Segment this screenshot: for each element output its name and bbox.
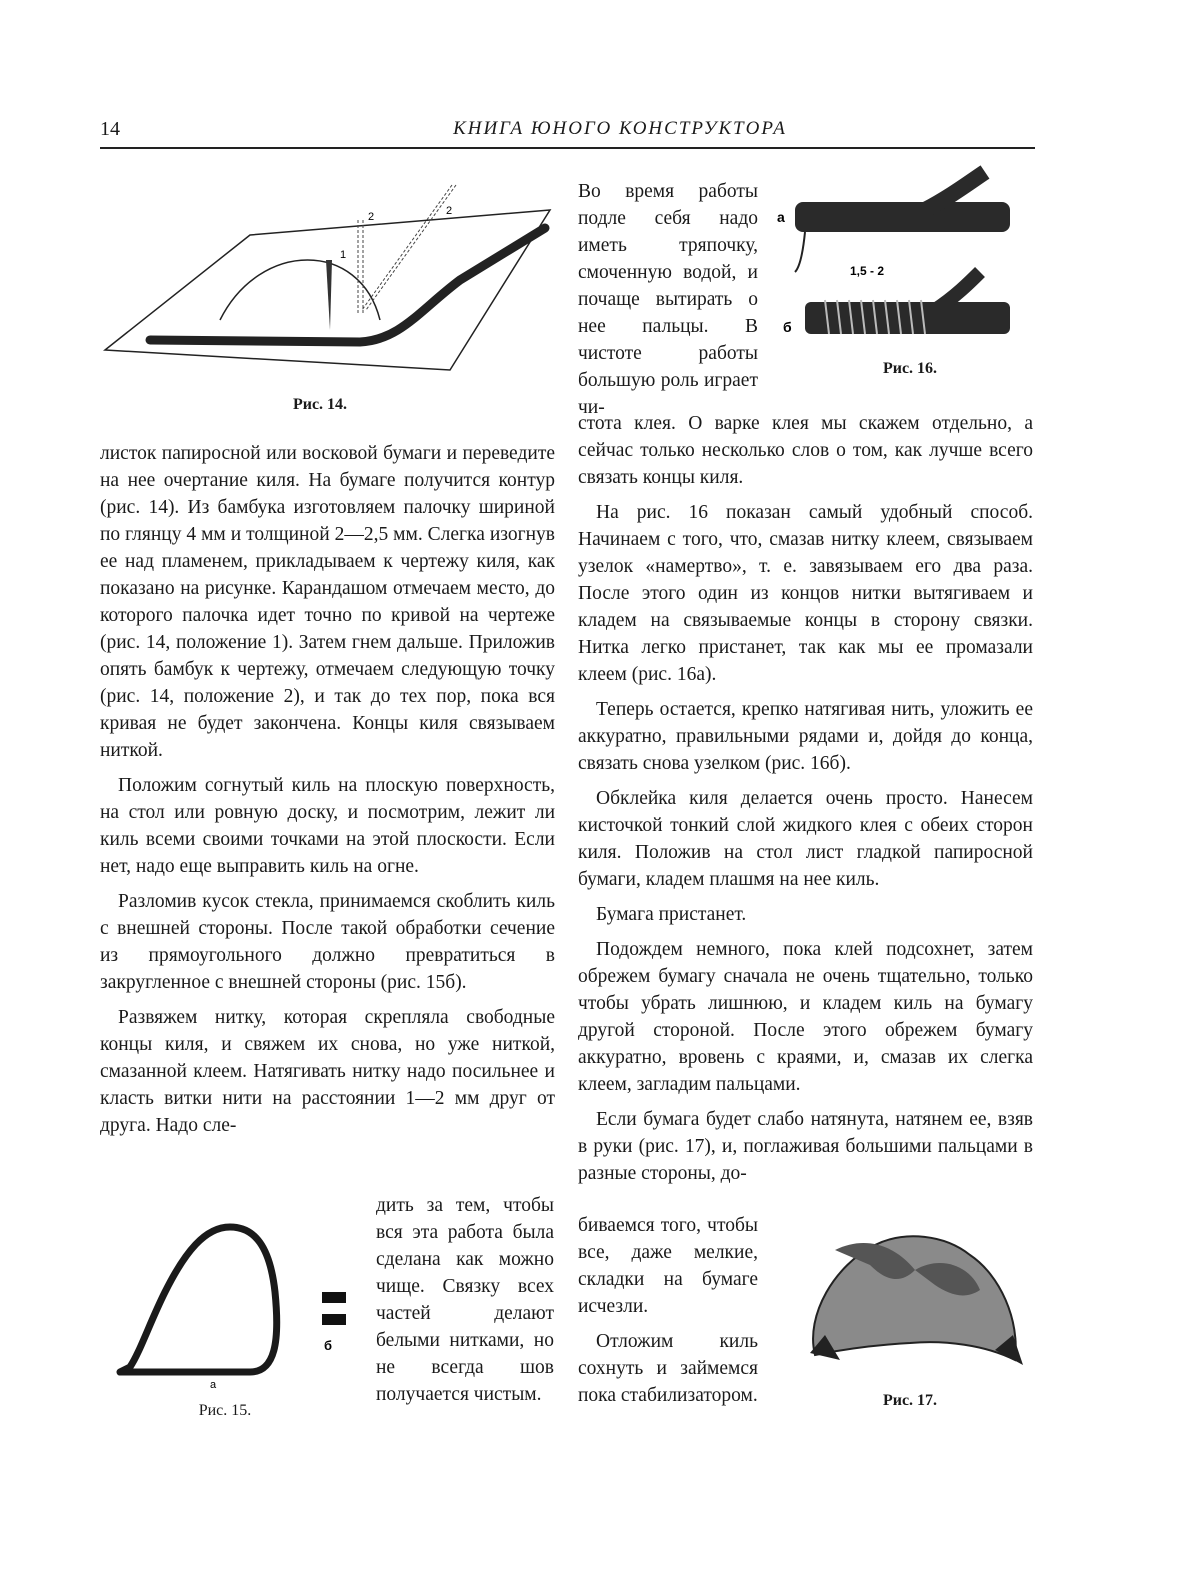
fig14-label-2b: 2 xyxy=(446,205,453,217)
paragraph: Бумага пристанет. xyxy=(596,904,747,925)
fig16-label-a: а xyxy=(777,209,785,225)
paragraph: Теперь остается, крепко натягивая нить, уложить ее аккуратно, правильными рядами и, дойдя до конца, связать снова узелком (рис. 16б). xyxy=(578,699,1033,774)
paragraph: дить за тем, чтобы вся эта работа была сделана как можно чище. Связку всех частей делают белыми нитками, но не всегда шов получается чистым. xyxy=(376,1195,554,1405)
paragraph: Отложим киль сохнуть и займемся пока стабилизатором. xyxy=(578,1331,758,1406)
paragraph: биваемся того, чтобы все, даже мелкие, складки на бумаге исчезли. xyxy=(578,1215,758,1317)
paragraph: Разломив кусок стекла, принимаемся скоблить киль с внешней стороны. После такой обработки сечение из прямоугольного должно превратиться в закругленное с внешней стороны (рис. 15б). xyxy=(100,891,555,993)
right-top-narrow-column xyxy=(578,178,758,429)
left-column xyxy=(100,440,555,1147)
paragraph: Положим согнутый киль на плоскую поверхность, на стол или ровную доску, и посмотрим, лежит ли киль всеми своими точками на этой плоскости. Если нет, надо еще выправить киль на огне. xyxy=(100,775,555,877)
right-column xyxy=(578,410,1033,1195)
paragraph: Если бумага будет слабо натянута, натянем ее, взяв в руки (рис. 17), и, поглаживая большими пальцами в разные стороны, до- xyxy=(578,1109,1033,1184)
fig16-label-b: б xyxy=(783,319,792,335)
figure-15-drawing xyxy=(110,1222,360,1392)
fig15-label-a: а xyxy=(210,1379,217,1391)
running-title: КНИГА ЮНОГО КОНСТРУКТОРА xyxy=(453,118,787,139)
fig14-label-1: 1 xyxy=(340,249,347,261)
fig15-label-b: б xyxy=(324,1338,333,1353)
figure-14-caption: Рис. 14. xyxy=(292,396,348,413)
paragraph: Подождем немного, пока клей подсохнет, затем обрежем бумагу сначала не очень тщательно, только чтобы убрать лишнюю, и кладем киль на бумагу другой стороной. После этого обрежем бумагу аккуратно, вровень с краями, и, смазав их слегка клеем, загладим пальцами. xyxy=(578,939,1033,1095)
fig16-dimension: 1,5 - 2 xyxy=(850,264,885,278)
figure-14-drawing xyxy=(100,180,560,380)
paragraph: стота клея. О варке клея мы скажем отдельно, а сейчас только несколько слов о том, как лучше всего связать концы киля. xyxy=(578,413,1033,488)
figure-17-drawing xyxy=(795,1225,1025,1375)
figure-16-caption: Рис. 16. xyxy=(882,360,938,377)
paragraph: Обклейка киля делается очень просто. Нанесем кисточкой тонкий слой жидкого клея с обеих сторон киля. Положив на стол лист гладкой папиросной бумаги, кладем плашмя на нее киль. xyxy=(578,788,1033,890)
figure-17-caption: Рис. 17. xyxy=(882,1392,938,1409)
figure-15-caption: Рис. 15. xyxy=(198,1402,252,1419)
paragraph: Развяжем нитку, которая скрепляла свободные концы киля, и свяжем их снова, но уже ниткой, смазанной клеем. Натягивать нитку надо посильнее и класть витки нити на расстоянии 1—2 мм друг от друга. Надо сле- xyxy=(100,1007,555,1136)
paragraph: Во время работы подле себя надо иметь тряпочку, смоченную водой, и почаще вытирать о нее пальцы. В чистоте работы большую роль играет чи- xyxy=(578,181,758,418)
fig14-label-2a: 2 xyxy=(368,211,375,223)
right-bottom-narrow-column xyxy=(578,1212,758,1417)
paragraph: листок папиросной или восковой бумаги и переведите на нее очертание киля. На бумаге получится контур (рис. 14). Из бамбука изготовляем палочку шириной по глянцу 4 мм и толщиной 2—2,5 мм. Слегка изогнув ее над пламенем, прикладываем к чертежу киля, как показано на рисунке. Карандашом отмечаем место, до которого палочка идет точно по кривой на чертеже (рис. 14, положение 1). Затем гнем дальше. Приложив опять бамбук к чертежу, отмечаем следующую точку (рис. 14, положение 2), и так до тех пор, пока вся кривая не будет закончена. Концы киля связываем ниткой. xyxy=(100,443,555,761)
page-number: 14 xyxy=(100,118,120,140)
header-rule xyxy=(100,147,1035,149)
figure-16-drawing xyxy=(775,172,1035,362)
paragraph: На рис. 16 показан самый удобный способ. Начинаем с того, что, смазав нитку клеем, связываем узелок «намертво», т. е. завязываем его два раза. После этого один из концов нитки вытягиваем и кладем на связываемые концы в сторону связки. Нитка легко пристанет, так как мы ее промазали клеем (рис. 16а). xyxy=(578,502,1033,685)
left-narrow-column xyxy=(376,1192,554,1416)
